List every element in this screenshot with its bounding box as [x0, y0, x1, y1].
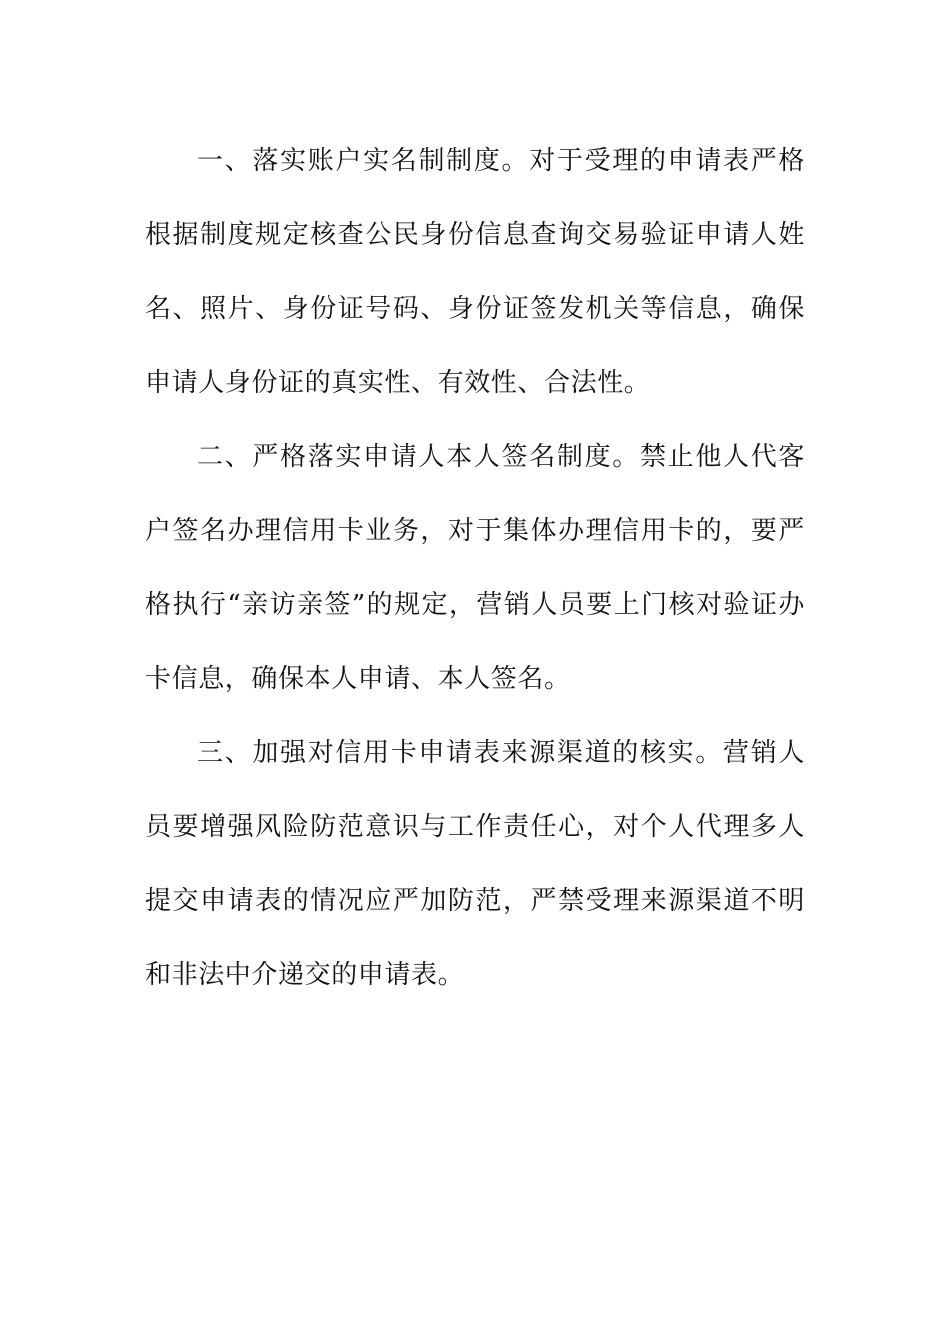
paragraph-3: 三、加强对信用卡申请表来源渠道的核实。营销人员要增强风险防范意识与工作责任心，对个人代理多人提交申请表的情况应严加防范，严禁受理来源渠道不明和非法中介递交的申请表。 [145, 738, 805, 990]
paragraph-1: 一、落实账户实名制制度。对于受理的申请表严格根据制度规定核查公民身份信息查询交易验证申请人姓名、照片、身份证号码、身份证签发机关等信息，确保申请人身份证的真实性、有效性、合法性。 [145, 146, 805, 398]
paragraph-2: 二、严格落实申请人本人签名制度。禁止他人代客户签名办理信用卡业务，对于集体办理信用卡的，要严格执行“亲访亲签”的规定，营销人员要上门核对验证办卡信息，确保本人申请、本人签名。 [145, 442, 805, 694]
document-body [145, 124, 805, 1012]
